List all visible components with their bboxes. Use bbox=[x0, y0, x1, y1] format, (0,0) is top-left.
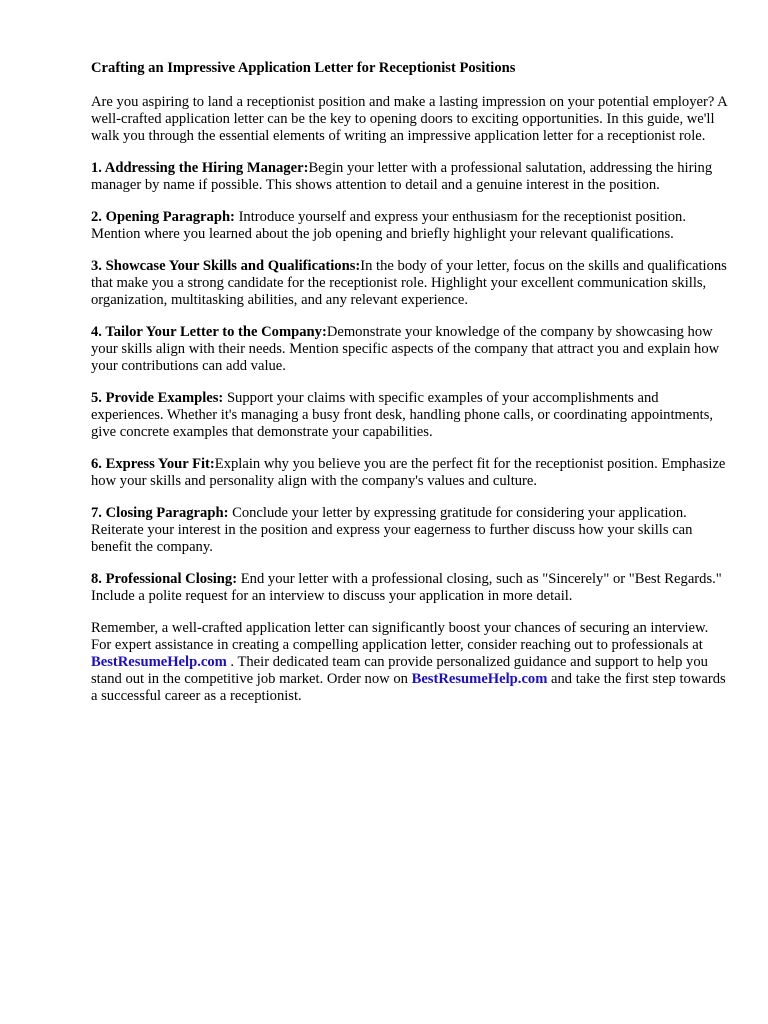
section-6-body: Explain why you believe you are the perfect fit for the receptionist position. Emphasize how your skills and personality align with the company's values and culture. bbox=[91, 456, 726, 489]
closing-text-1: Remember, a well-crafted application letter can significantly boost your chances of securing an interview. For expert assistance in creating a compelling application letter, consider reaching out to professionals at bbox=[91, 620, 709, 653]
document-title: Crafting an Impressive Application Letter for Receptionist Positions bbox=[91, 60, 516, 76]
section-7-heading: 7. Closing Paragraph: bbox=[91, 505, 229, 521]
section-5 bbox=[91, 390, 731, 441]
section-8-body: End your letter with a professional closing, such as "Sincerely" or "Best Regards." Include a polite request for an interview to discuss your application in more detail. bbox=[91, 571, 722, 604]
section-3-body: In the body of your letter, focus on the skills and qualifications that make you a strong candidate for the receptionist role. Highlight your excellent communication skills, organization, multitasking abilities, and any relevant experience. bbox=[91, 258, 727, 308]
section-1-heading: 1. Addressing the Hiring Manager: bbox=[91, 160, 309, 176]
section-1 bbox=[91, 160, 731, 194]
section-6-heading: 6. Express Your Fit: bbox=[91, 456, 215, 472]
section-2-heading: 2. Opening Paragraph: bbox=[91, 209, 235, 225]
section-3-heading: 3. Showcase Your Skills and Qualifications: bbox=[91, 258, 361, 274]
section-6 bbox=[91, 456, 731, 490]
section-4-body: Demonstrate your knowledge of the company by showcasing how your skills align with their needs. Mention specific aspects of the company that attract you and explain how your contributions can add value. bbox=[91, 324, 720, 374]
section-7-body: Conclude your letter by expressing gratitude for considering your application. Reiterate your interest in the position and express your eagerness to further discuss how your skills can benefit the company. bbox=[91, 505, 693, 555]
section-2-body: Introduce yourself and express your enthusiasm for the receptionist position. Mention where you learned about the job opening and briefly highlight your relevant qualifications. bbox=[91, 209, 687, 242]
closing-paragraph bbox=[91, 620, 731, 705]
section-8-heading: 8. Professional Closing: bbox=[91, 571, 238, 587]
section-4-heading: 4. Tailor Your Letter to the Company: bbox=[91, 324, 327, 340]
intro-paragraph: Are you aspiring to land a receptionist position and make a lasting impression on your potential employer? A well-crafted application letter can be the key to opening doors to exciting opportunities. In this guide, we'll walk you through the essential elements of writing an impressive application letter for a receptionist role. bbox=[91, 94, 727, 144]
bestresumehelp-link-1[interactable]: BestResumeHelp.com bbox=[91, 654, 227, 670]
document-page bbox=[91, 60, 731, 720]
section-5-heading: 5. Provide Examples: bbox=[91, 390, 224, 406]
closing-text-2: . Their dedicated team can provide personalized guidance and support to help you stand out in the competitive job market. Order now on bbox=[91, 654, 708, 687]
section-2 bbox=[91, 209, 731, 243]
section-5-body: Support your claims with specific examples of your accomplishments and experiences. Whether it's managing a busy front desk, handling phone calls, or coordinating appointments, give concrete examples that demonstrate your capabilities. bbox=[91, 390, 714, 440]
section-4 bbox=[91, 324, 731, 375]
section-7 bbox=[91, 505, 731, 556]
closing-text-3: and take the first step towards a successful career as a receptionist. bbox=[91, 671, 726, 704]
section-8 bbox=[91, 571, 731, 605]
bestresumehelp-link-2[interactable]: BestResumeHelp.com bbox=[411, 671, 548, 687]
section-1-body: Begin your letter with a professional salutation, addressing the hiring manager by name if possible. This shows attention to detail and a genuine interest in the position. bbox=[91, 160, 713, 193]
section-3 bbox=[91, 258, 731, 309]
